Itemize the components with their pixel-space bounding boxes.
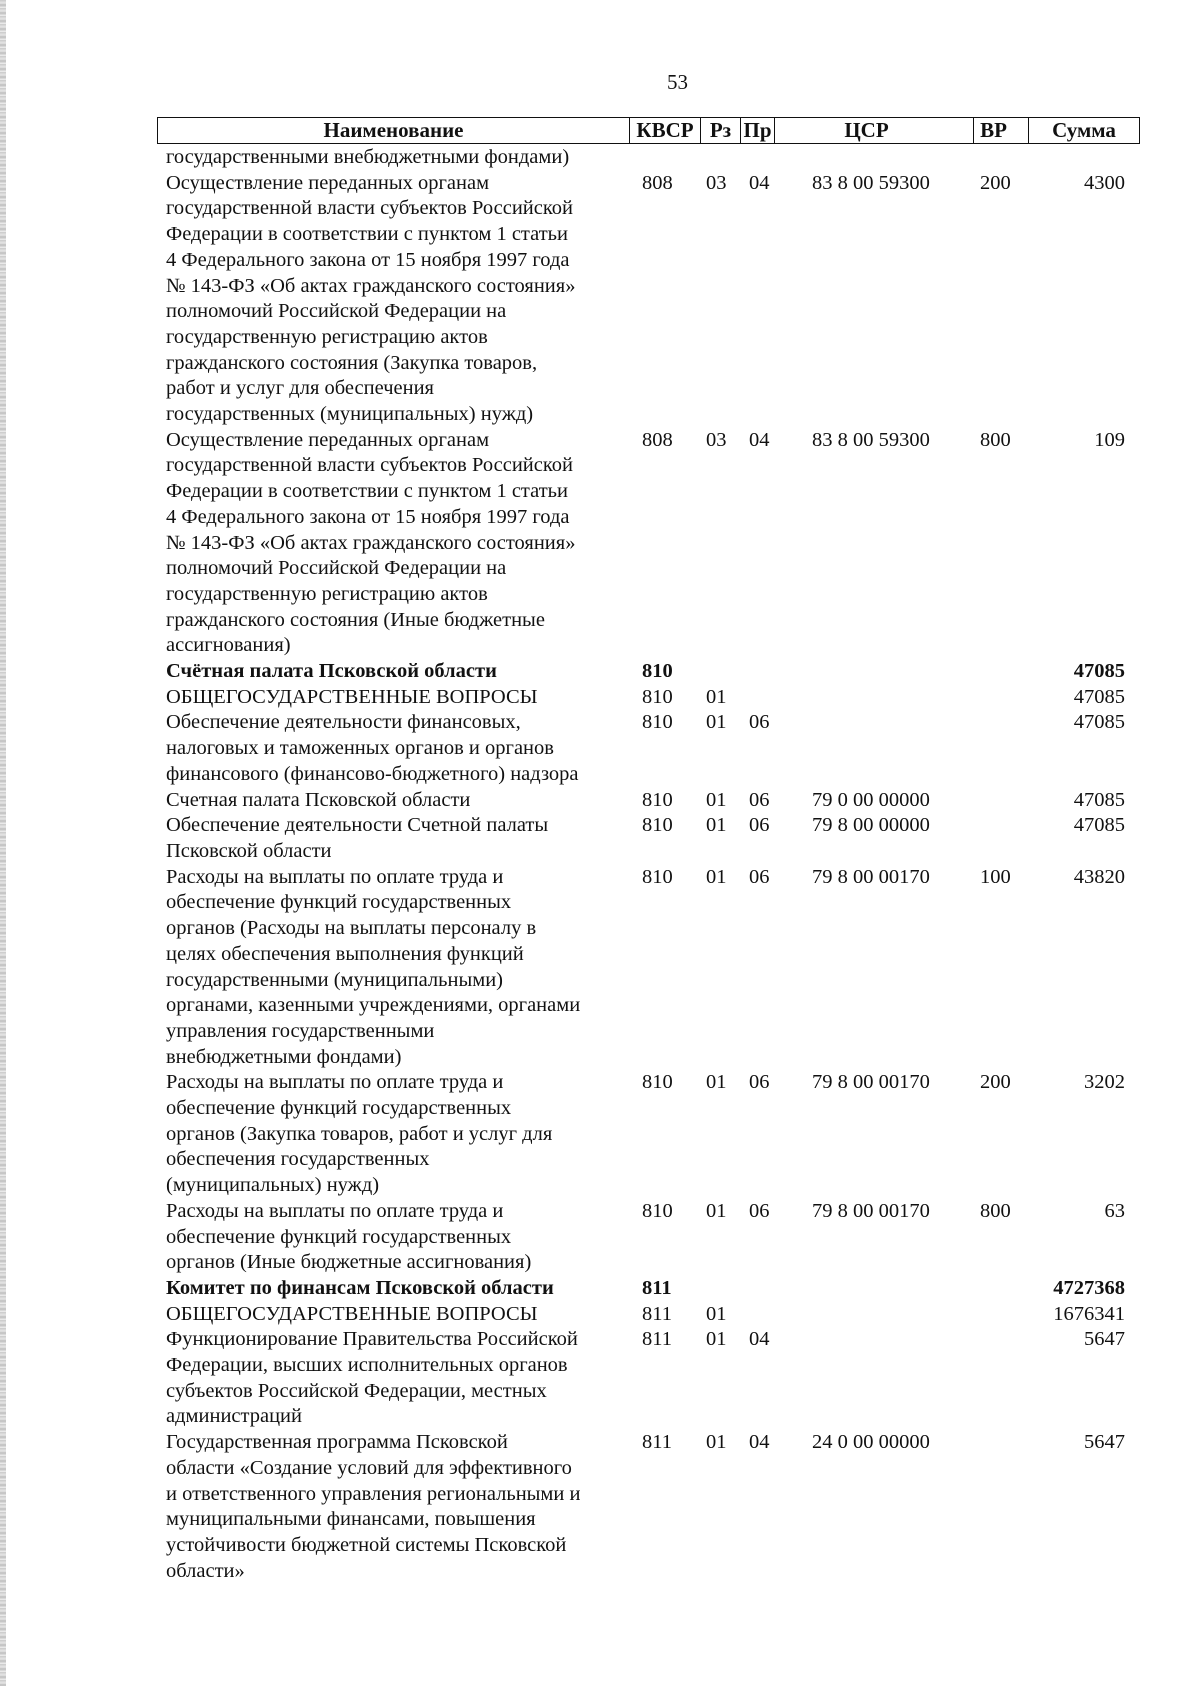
row-name bbox=[166, 145, 622, 171]
row-name-line: администраций bbox=[166, 1405, 302, 1428]
row-name-line: обеспечение функций государственных bbox=[166, 891, 512, 914]
row-rz: 01 bbox=[706, 685, 727, 708]
row-name-line: устойчивости бюджетной системы Псковской bbox=[166, 1533, 567, 1556]
header-sum: Сумма bbox=[1028, 118, 1139, 143]
row-sum: 4300 bbox=[1084, 171, 1125, 194]
row-name-line: ОБЩЕГОСУДАРСТВЕННЫЕ ВОПРОСЫ bbox=[166, 685, 538, 708]
row-sum: 63 bbox=[1104, 1199, 1125, 1222]
row-name-line: Счётная палата Псковской области bbox=[166, 660, 497, 683]
row-sum: 47085 bbox=[1073, 788, 1125, 811]
row-csr: 79 8 00 00000 bbox=[812, 814, 930, 837]
row-name-line: обеспечение функций государственных bbox=[166, 1097, 512, 1120]
row-name-line: области «Создание условий для эффективного bbox=[166, 1456, 572, 1479]
row-name-line: Осуществление переданных органам bbox=[166, 171, 490, 194]
table-row bbox=[0, 659, 1200, 685]
row-name-line: области» bbox=[166, 1559, 245, 1582]
table-row bbox=[0, 1070, 1200, 1199]
row-name-line: органов (Иные бюджетные ассигнования) bbox=[166, 1251, 532, 1274]
row-name-line: государственную регистрацию актов bbox=[166, 325, 488, 348]
row-pr: 04 bbox=[749, 1328, 770, 1351]
row-kvsr: 810 bbox=[642, 814, 673, 837]
row-csr: 79 0 00 00000 bbox=[812, 788, 930, 811]
row-name bbox=[166, 1430, 622, 1584]
row-name-line: Комитет по финансам Псковской области bbox=[166, 1276, 554, 1299]
row-name-line: работ и услуг для обеспечения bbox=[166, 377, 434, 400]
row-csr: 79 8 00 00170 bbox=[812, 1071, 930, 1094]
row-kvsr: 810 bbox=[642, 1071, 673, 1094]
row-rz: 01 bbox=[706, 1431, 727, 1454]
row-name-line: Функционирование Правительства Российской bbox=[166, 1328, 578, 1351]
row-name-line: Осуществление переданных органам bbox=[166, 428, 490, 451]
table-body bbox=[0, 145, 1200, 1584]
row-name-line: и ответственного управления региональными и bbox=[166, 1482, 581, 1505]
row-name-line: государственной власти субъектов Российской bbox=[166, 197, 574, 220]
row-name-line: налоговых и таможенных органов и органов bbox=[166, 737, 554, 760]
row-name bbox=[166, 1302, 622, 1328]
table-row bbox=[0, 788, 1200, 814]
row-pr: 06 bbox=[749, 1199, 770, 1222]
header-csr: ЦСР bbox=[844, 118, 889, 142]
header-rz: Рз bbox=[700, 118, 740, 143]
row-sum: 4727368 bbox=[1053, 1276, 1125, 1299]
table-row bbox=[0, 428, 1200, 659]
header-kvsr: КВСР bbox=[629, 118, 700, 143]
table-row bbox=[0, 1302, 1200, 1328]
table-row bbox=[0, 865, 1200, 1071]
row-name-line: Федерации в соответствии с пунктом 1 статьи bbox=[166, 223, 568, 246]
row-pr: 06 bbox=[749, 711, 770, 734]
row-sum: 43820 bbox=[1073, 865, 1125, 888]
row-kvsr: 811 bbox=[642, 1276, 672, 1299]
row-name bbox=[166, 659, 622, 685]
table-row bbox=[0, 813, 1200, 864]
row-rz: 01 bbox=[706, 711, 727, 734]
row-kvsr: 811 bbox=[642, 1431, 672, 1454]
row-name-line: внебюджетными фондами) bbox=[166, 1045, 402, 1068]
row-kvsr: 808 bbox=[642, 428, 673, 451]
row-name-line: Федерации в соответствии с пунктом 1 статьи bbox=[166, 480, 568, 503]
row-pr: 04 bbox=[749, 428, 770, 451]
row-name-line: Государственная программа Псковской bbox=[166, 1431, 508, 1454]
table-row bbox=[0, 145, 1200, 171]
row-name-line: № 143-ФЗ «Об актах гражданского состояния» bbox=[166, 274, 576, 297]
row-sum: 47085 bbox=[1073, 711, 1125, 734]
row-csr: 24 0 00 00000 bbox=[812, 1431, 930, 1454]
row-sum: 47085 bbox=[1073, 685, 1125, 708]
row-name-line: обеспечения государственных bbox=[166, 1148, 430, 1171]
row-csr: 83 8 00 59300 bbox=[812, 171, 930, 194]
header-name: Наименование bbox=[323, 118, 464, 142]
row-name bbox=[166, 865, 622, 1071]
row-pr: 06 bbox=[749, 865, 770, 888]
row-sum: 5647 bbox=[1084, 1328, 1125, 1351]
row-kvsr: 808 bbox=[642, 171, 673, 194]
row-pr: 06 bbox=[749, 814, 770, 837]
row-name-line: целях обеспечения выполнения функций bbox=[166, 942, 524, 965]
row-sum: 1676341 bbox=[1053, 1302, 1125, 1325]
row-vr: 200 bbox=[980, 171, 1011, 194]
row-name-line: органами, казенными учреждениями, органами bbox=[166, 994, 581, 1017]
row-name-line: органов (Закупка товаров, работ и услуг для bbox=[166, 1122, 553, 1145]
row-name-line: Обеспечение деятельности финансовых, bbox=[166, 711, 521, 734]
row-name-line: государственную регистрацию актов bbox=[166, 582, 488, 605]
page-number: 53 bbox=[667, 70, 688, 94]
table-row bbox=[0, 685, 1200, 711]
row-name-line: Псковской области bbox=[166, 839, 332, 862]
header-pr: Пр bbox=[740, 118, 775, 143]
row-name-line: обеспечение функций государственных bbox=[166, 1225, 512, 1248]
row-pr: 04 bbox=[749, 171, 770, 194]
row-rz: 01 bbox=[706, 1302, 727, 1325]
row-name-line: государственными внебюджетными фондами) bbox=[166, 146, 570, 168]
row-name bbox=[166, 1276, 622, 1302]
row-name-line: Расходы на выплаты по оплате труда и bbox=[166, 865, 504, 888]
row-kvsr: 811 bbox=[642, 1328, 672, 1351]
row-name-line: финансового (финансово-бюджетного) надзора bbox=[166, 762, 579, 785]
row-rz: 01 bbox=[706, 865, 727, 888]
row-name bbox=[166, 788, 622, 814]
row-sum: 5647 bbox=[1084, 1431, 1125, 1454]
row-name-line: субъектов Российской Федерации, местных bbox=[166, 1379, 547, 1402]
row-name-line: ОБЩЕГОСУДАРСТВЕННЫЕ ВОПРОСЫ bbox=[166, 1302, 538, 1325]
row-name-line: Федерации, высших исполнительных органов bbox=[166, 1354, 568, 1377]
row-kvsr: 810 bbox=[642, 1199, 673, 1222]
row-name bbox=[166, 171, 622, 428]
row-pr: 06 bbox=[749, 788, 770, 811]
row-kvsr: 810 bbox=[642, 685, 673, 708]
row-name-line: гражданского состояния (Иные бюджетные bbox=[166, 608, 545, 631]
table-row bbox=[0, 1199, 1200, 1276]
row-name-line: (муниципальных) нужд) bbox=[166, 1174, 380, 1197]
row-name-line: муниципальными финансами, повышения bbox=[166, 1508, 536, 1531]
row-sum: 47085 bbox=[1073, 660, 1125, 683]
row-name bbox=[166, 1199, 622, 1276]
row-kvsr: 810 bbox=[642, 865, 673, 888]
table-header bbox=[157, 117, 1140, 144]
row-kvsr: 810 bbox=[642, 660, 673, 683]
row-rz: 03 bbox=[706, 428, 727, 451]
row-name-line: 4 Федерального закона от 15 ноября 1997 года bbox=[166, 505, 570, 528]
row-rz: 01 bbox=[706, 1071, 727, 1094]
row-sum: 3202 bbox=[1084, 1071, 1125, 1094]
table-row bbox=[0, 710, 1200, 787]
row-name bbox=[166, 1327, 622, 1430]
row-sum: 109 bbox=[1094, 428, 1125, 451]
row-vr: 200 bbox=[980, 1071, 1011, 1094]
row-name-line: органов (Расходы на выплаты персоналу в bbox=[166, 917, 537, 940]
row-name-line: государственных (муниципальных) нужд) bbox=[166, 403, 534, 426]
row-kvsr: 810 bbox=[642, 788, 673, 811]
row-name bbox=[166, 710, 622, 787]
row-name-line: Расходы на выплаты по оплате труда и bbox=[166, 1071, 504, 1094]
row-name-line: Расходы на выплаты по оплате труда и bbox=[166, 1199, 504, 1222]
row-sum: 47085 bbox=[1073, 814, 1125, 837]
row-rz: 03 bbox=[706, 171, 727, 194]
row-name-line: государственной власти субъектов Российской bbox=[166, 454, 574, 477]
table-row bbox=[0, 1430, 1200, 1584]
row-pr: 06 bbox=[749, 1071, 770, 1094]
row-name-line: ассигнования) bbox=[166, 634, 291, 657]
row-rz: 01 bbox=[706, 814, 727, 837]
row-name-line: № 143-ФЗ «Об актах гражданского состояния» bbox=[166, 531, 576, 554]
table-row bbox=[0, 1327, 1200, 1430]
row-csr: 83 8 00 59300 bbox=[812, 428, 930, 451]
row-vr: 100 bbox=[980, 865, 1011, 888]
header-vr: ВР bbox=[973, 118, 1013, 143]
row-name-line: полномочий Российской Федерации на bbox=[166, 557, 507, 580]
table-row bbox=[0, 1276, 1200, 1302]
row-name-line: государственными (муниципальными) bbox=[166, 968, 503, 991]
row-name-line: Счетная палата Псковской области bbox=[166, 788, 471, 811]
row-name-line: Обеспечение деятельности Счетной палаты bbox=[166, 814, 549, 837]
row-kvsr: 810 bbox=[642, 711, 673, 734]
row-vr: 800 bbox=[980, 428, 1011, 451]
row-name bbox=[166, 1070, 622, 1199]
row-name bbox=[166, 428, 622, 659]
row-rz: 01 bbox=[706, 1199, 727, 1222]
table-row bbox=[0, 171, 1200, 428]
row-name bbox=[166, 813, 622, 864]
row-name-line: управления государственными bbox=[166, 1019, 435, 1042]
row-name-line: гражданского состояния (Закупка товаров, bbox=[166, 351, 538, 374]
row-rz: 01 bbox=[706, 788, 727, 811]
row-name-line: 4 Федерального закона от 15 ноября 1997 года bbox=[166, 248, 570, 271]
row-kvsr: 811 bbox=[642, 1302, 672, 1325]
row-csr: 79 8 00 00170 bbox=[812, 1199, 930, 1222]
row-name-line: полномочий Российской Федерации на bbox=[166, 300, 507, 323]
row-csr: 79 8 00 00170 bbox=[812, 865, 930, 888]
row-name bbox=[166, 685, 622, 711]
row-vr: 800 bbox=[980, 1199, 1011, 1222]
row-rz: 01 bbox=[706, 1328, 727, 1351]
row-pr: 04 bbox=[749, 1431, 770, 1454]
